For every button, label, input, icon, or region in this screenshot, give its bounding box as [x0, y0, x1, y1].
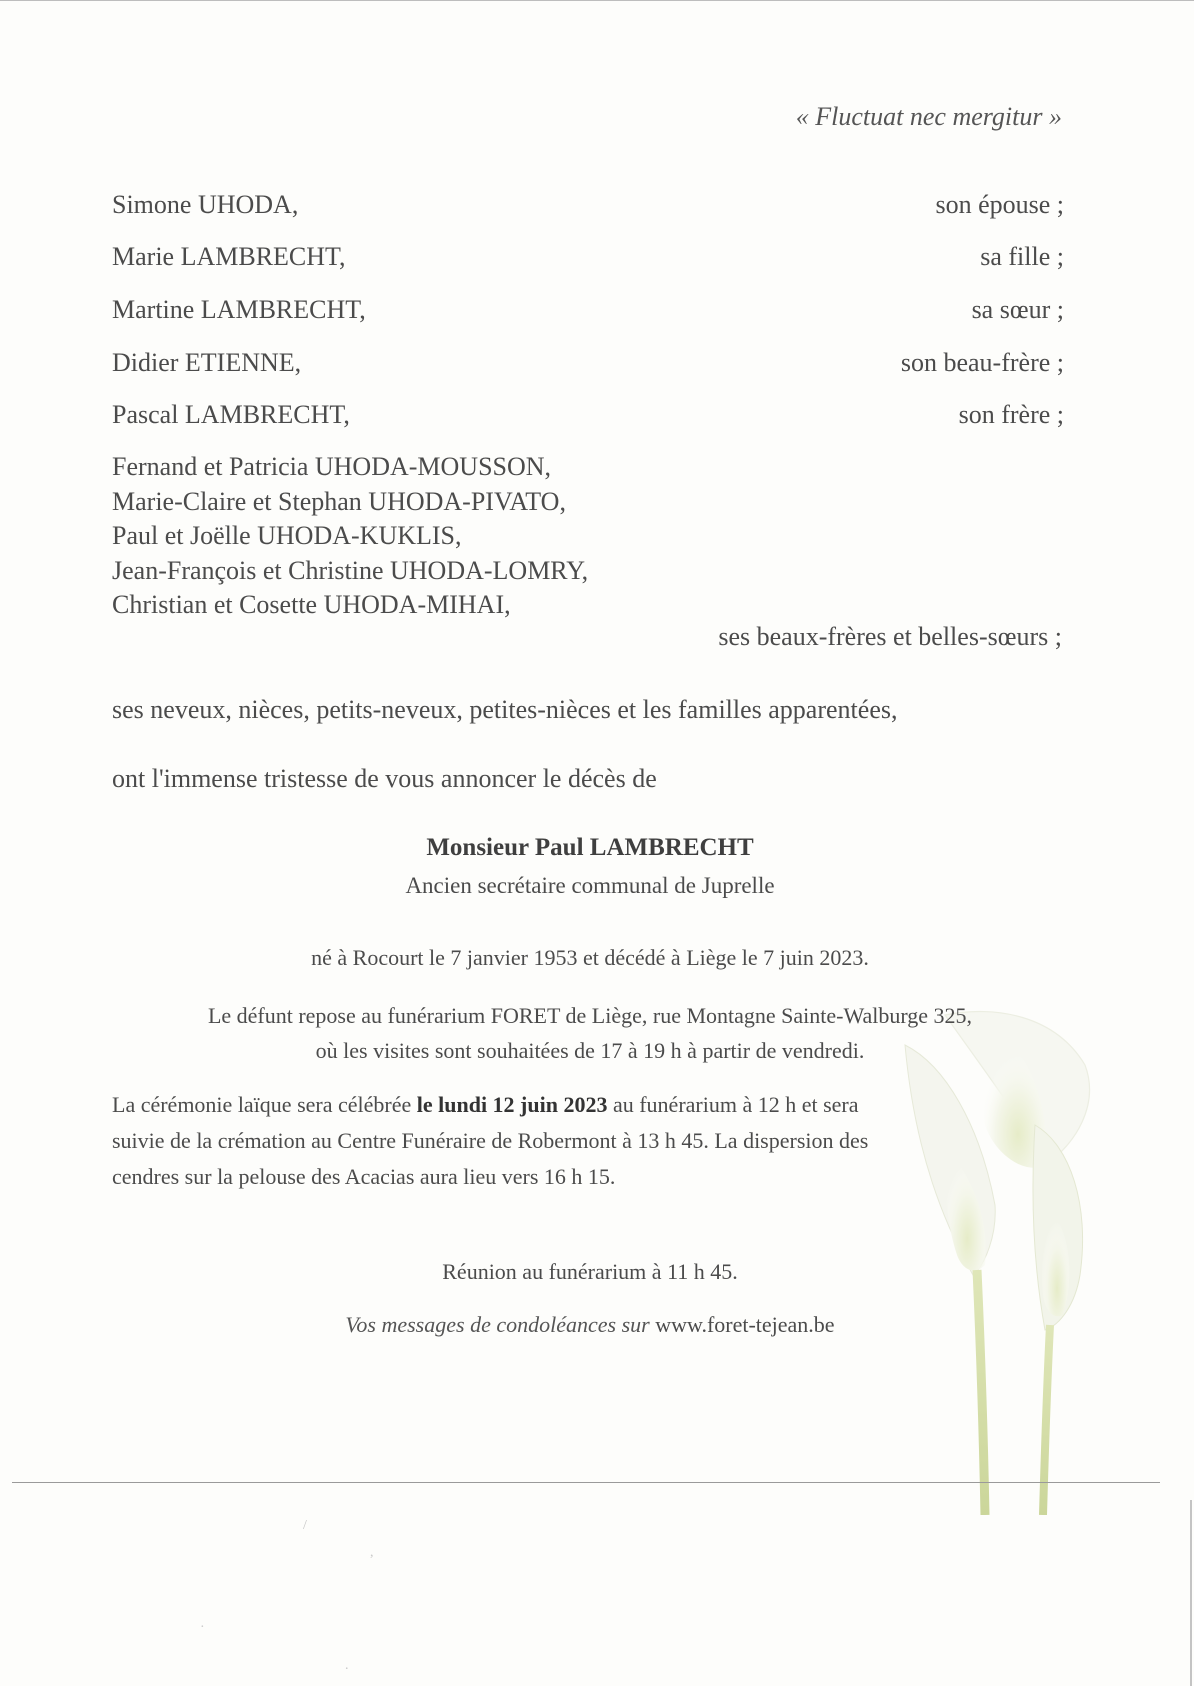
- scan-speck: ,: [370, 1545, 374, 1560]
- in-laws-list: [112, 450, 588, 623]
- birth-death-dates: né à Rocourt le 7 janvier 1953 et décédé à Liège le 7 juin 2023.: [311, 945, 869, 970]
- family-row: [112, 242, 1064, 276]
- in-law-entry: Jean-François et Christine UHODA-LOMRY,: [112, 555, 589, 585]
- in-law-entry: Christian et Cosette UHODA-MIHAI,: [112, 590, 511, 619]
- family-row: [112, 190, 1064, 224]
- ceremony-text-end: au funérarium à 12 h et sera suivie de la crémation au Centre Funéraire de Robermont à 13 h 45. La dispersion des cendres sur la pelouse des Acacias aura lieu vers 16 h 15.: [112, 1092, 869, 1189]
- extended-family: ses neveux, nièces, petits-neveux, petites-nièces et les familles apparentées,: [112, 695, 898, 724]
- in-law-entry: Marie-Claire et Stephan UHODA-PIVATO,: [112, 486, 566, 516]
- family-relation: sa fille ;: [980, 242, 1064, 271]
- family-row: [112, 295, 1064, 329]
- family-name: Marie LAMBRECHT,: [112, 242, 346, 271]
- in-law-entry: Paul et Joëlle UHODA-KUKLIS,: [112, 521, 462, 550]
- family-row: [112, 400, 1064, 434]
- announcement: ont l'immense tristesse de vous annoncer le décès de: [112, 764, 657, 793]
- scan-speck: /: [303, 1518, 307, 1533]
- bottom-divider: [12, 1482, 1160, 1483]
- meeting-note: Réunion au funérarium à 11 h 45.: [442, 1259, 738, 1284]
- family-relation: son beau-frère ;: [900, 348, 1064, 377]
- deceased-title: Ancien secrétaire communal de Juprelle: [405, 873, 775, 898]
- family-relation: son épouse ;: [935, 190, 1064, 219]
- family-name: Simone UHODA,: [112, 190, 299, 219]
- family-row: [112, 348, 1064, 382]
- family-relation: son frère ;: [958, 400, 1064, 429]
- condolences-label: Vos messages de condoléances sur: [345, 1312, 650, 1337]
- family-name: Martine LAMBRECHT,: [112, 295, 366, 324]
- scan-speck: ·: [200, 1620, 205, 1635]
- in-law-entry: Fernand et Patricia UHODA-MOUSSON,: [112, 452, 552, 481]
- top-edge-line: [0, 0, 1194, 1]
- family-name: Didier ETIENNE,: [112, 348, 302, 377]
- scan-speck: .: [345, 1658, 349, 1673]
- family-name: Pascal LAMBRECHT,: [112, 400, 350, 429]
- visitation-line-1: Le défunt repose au funérarium FORET de Liège, rue Montagne Sainte-Walburge 325,: [207, 1003, 973, 1028]
- condolences-website[interactable]: www.foret-tejean.be: [655, 1312, 835, 1337]
- motto: « Fluctuat nec mergitur »: [795, 102, 1062, 131]
- family-relation: sa sœur ;: [971, 295, 1064, 324]
- ceremony-text-start: La cérémonie laïque sera célébrée: [112, 1092, 417, 1117]
- in-laws-relation: ses beaux-frères et belles-sœurs ;: [718, 622, 1062, 651]
- ceremony-paragraph: [112, 1087, 912, 1195]
- visitation-line-2: où les visites sont souhaitées de 17 à 19 h à partir de vendredi.: [315, 1038, 865, 1063]
- right-edge-line: [1190, 1500, 1192, 1686]
- condolences-line: [0, 1312, 1180, 1338]
- ceremony-date: le lundi 12 juin 2023: [416, 1092, 608, 1117]
- deceased-name: Monsieur Paul LAMBRECHT: [426, 834, 754, 861]
